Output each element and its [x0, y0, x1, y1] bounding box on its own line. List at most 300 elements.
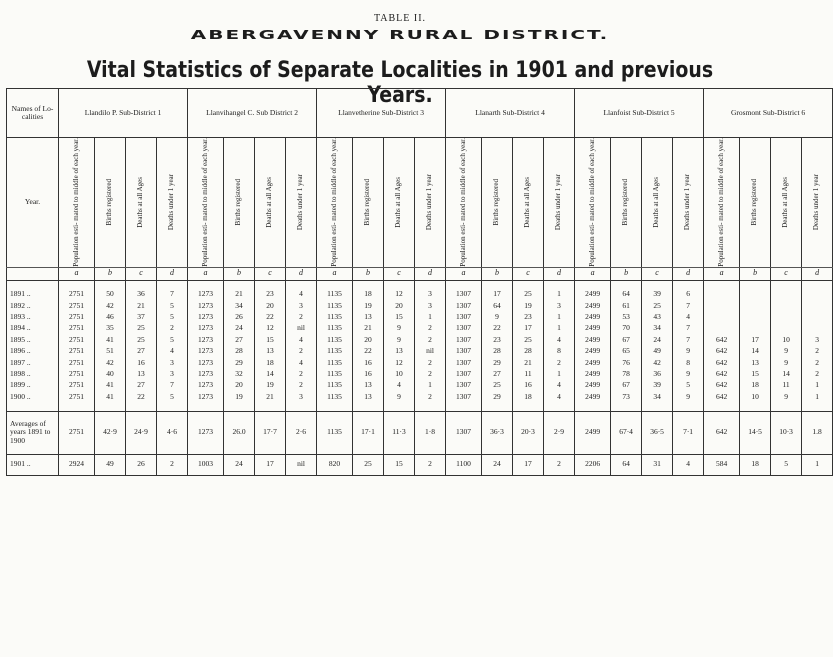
- data-cell: 27: [126, 380, 157, 391]
- district-header: Llanfoist Sub-District 5: [575, 89, 704, 138]
- data-cell: 13: [353, 380, 384, 391]
- data-cell: 18: [255, 357, 286, 368]
- data-cell: 1307: [446, 323, 482, 334]
- data-cell: [255, 280, 286, 289]
- column-header-text: Population esti- mated to middle of each year.: [200, 138, 209, 267]
- column-header: [771, 138, 802, 268]
- column-header-text: Births registered: [492, 179, 501, 226]
- column-letter: b: [224, 267, 255, 280]
- data-cell: [575, 280, 611, 289]
- data-cell: 28: [224, 346, 255, 357]
- column-header: [740, 138, 771, 268]
- data-cell: [802, 311, 833, 322]
- data-cell: 13: [255, 346, 286, 357]
- data-cell: 2751: [59, 391, 95, 402]
- data-cell: 4: [673, 311, 704, 322]
- column-header-text: Deaths at all Ages: [781, 176, 790, 228]
- data-cell: 2: [544, 357, 575, 368]
- data-cell: [642, 403, 673, 412]
- data-cell: 70: [611, 323, 642, 334]
- data-cell: 2924: [59, 454, 95, 475]
- data-cell: [740, 289, 771, 300]
- data-cell: 64: [482, 300, 513, 311]
- data-cell: 4: [286, 357, 317, 368]
- data-cell: 23: [513, 311, 544, 322]
- data-cell: 9: [384, 334, 415, 345]
- data-cell: 12: [384, 357, 415, 368]
- data-cell: 1273: [188, 334, 224, 345]
- column-header-text: Deaths at all Ages: [652, 176, 661, 228]
- data-cell: 1003: [188, 454, 224, 475]
- column-letter: c: [642, 267, 673, 280]
- data-cell: [740, 300, 771, 311]
- data-cell: 17: [740, 334, 771, 345]
- data-cell: 820: [317, 454, 353, 475]
- data-cell: 61: [611, 300, 642, 311]
- column-header: [446, 138, 482, 268]
- data-cell: 26: [126, 454, 157, 475]
- data-cell: 642: [704, 368, 740, 379]
- data-cell: 642: [704, 334, 740, 345]
- averages-row: [7, 411, 833, 454]
- district-header: Llanarth Sub-District 4: [446, 89, 575, 138]
- data-cell: 13: [384, 346, 415, 357]
- data-cell: 17: [513, 323, 544, 334]
- column-header-text: Deaths at all Ages: [394, 176, 403, 228]
- letter-blank: [7, 267, 59, 280]
- column-header-text: Deaths under 1 year: [554, 174, 563, 231]
- column-header: [415, 138, 446, 268]
- data-cell: 23: [255, 289, 286, 300]
- year-header: Year.: [7, 138, 59, 268]
- data-cell: 51: [95, 346, 126, 357]
- data-cell: 1: [415, 380, 446, 391]
- data-cell: 16: [126, 357, 157, 368]
- data-cell: 1135: [317, 300, 353, 311]
- data-cell: [771, 311, 802, 322]
- data-cell: 4: [544, 380, 575, 391]
- data-cell: 19: [224, 391, 255, 402]
- row-year: 1901 ..: [7, 454, 59, 475]
- data-cell: 67: [611, 334, 642, 345]
- data-cell: 3: [286, 391, 317, 402]
- data-cell: 4: [544, 391, 575, 402]
- data-cell: 2: [415, 357, 446, 368]
- data-cell: 25: [126, 334, 157, 345]
- column-letter: c: [126, 267, 157, 280]
- data-cell: 1135: [317, 357, 353, 368]
- data-cell: 36·5: [642, 411, 673, 454]
- data-cell: [415, 403, 446, 412]
- column-header-text: Births registered: [621, 179, 630, 226]
- data-cell: 19: [513, 300, 544, 311]
- data-cell: nil: [286, 323, 317, 334]
- data-cell: [126, 403, 157, 412]
- data-cell: 4: [544, 334, 575, 345]
- data-cell: 5: [157, 334, 188, 345]
- vital-statistics-table: [6, 88, 833, 476]
- data-cell: 4·6: [157, 411, 188, 454]
- data-cell: 29: [482, 391, 513, 402]
- data-cell: 25: [513, 289, 544, 300]
- data-cell: 36: [126, 289, 157, 300]
- data-cell: [802, 280, 833, 289]
- data-cell: [224, 280, 255, 289]
- data-cell: [611, 280, 642, 289]
- table-row: [7, 357, 833, 368]
- row-year: [7, 280, 59, 289]
- data-cell: 5: [157, 300, 188, 311]
- column-header-text: Deaths under 1 year: [167, 174, 176, 231]
- row-year: Averages of years 1891 to 1900: [7, 411, 59, 454]
- data-cell: 9: [673, 391, 704, 402]
- data-cell: 26.0: [224, 411, 255, 454]
- data-cell: 25: [126, 323, 157, 334]
- data-cell: 1135: [317, 368, 353, 379]
- data-cell: [802, 403, 833, 412]
- row-year: 1893 ..: [7, 311, 59, 322]
- data-cell: 27: [224, 334, 255, 345]
- data-cell: 1307: [446, 368, 482, 379]
- data-cell: 1307: [446, 311, 482, 322]
- data-cell: 2: [415, 368, 446, 379]
- data-cell: 20: [353, 334, 384, 345]
- data-cell: 2751: [59, 289, 95, 300]
- data-cell: [95, 280, 126, 289]
- column-header-text: Deaths under 1 year: [812, 174, 821, 231]
- data-cell: 15: [255, 334, 286, 345]
- data-cell: 20·3: [513, 411, 544, 454]
- data-cell: 1135: [317, 323, 353, 334]
- column-header: [255, 138, 286, 268]
- data-cell: 19: [255, 380, 286, 391]
- data-cell: [611, 403, 642, 412]
- column-letter: b: [482, 267, 513, 280]
- column-letter: b: [353, 267, 384, 280]
- data-cell: [255, 403, 286, 412]
- column-letter: c: [513, 267, 544, 280]
- row-year: 1897 ..: [7, 357, 59, 368]
- data-cell: 20: [384, 300, 415, 311]
- data-cell: 9: [771, 357, 802, 368]
- data-cell: 10: [740, 391, 771, 402]
- data-cell: 23: [482, 334, 513, 345]
- row-year: 1891 ..: [7, 289, 59, 300]
- data-cell: 49: [642, 346, 673, 357]
- data-cell: 28: [482, 346, 513, 357]
- data-cell: 37: [126, 311, 157, 322]
- data-cell: 4: [384, 380, 415, 391]
- data-cell: [126, 280, 157, 289]
- data-cell: 36: [642, 368, 673, 379]
- data-cell: [513, 280, 544, 289]
- data-cell: [771, 300, 802, 311]
- data-cell: 1: [544, 368, 575, 379]
- data-cell: 14: [255, 368, 286, 379]
- data-cell: 34: [642, 391, 673, 402]
- data-cell: 26: [224, 311, 255, 322]
- data-cell: 1307: [446, 289, 482, 300]
- data-cell: [544, 403, 575, 412]
- data-cell: [157, 280, 188, 289]
- row-year: 1899 ..: [7, 380, 59, 391]
- column-header: [95, 138, 126, 268]
- data-cell: 1307: [446, 300, 482, 311]
- column-header: [317, 138, 353, 268]
- table-body: [7, 280, 833, 475]
- data-cell: 25: [642, 300, 673, 311]
- data-cell: 7: [673, 323, 704, 334]
- data-cell: 2751: [59, 368, 95, 379]
- table-subtitle: Vital Statistics of Separate Localities in 1901 and previous Years.: [86, 58, 714, 108]
- data-cell: 15: [384, 311, 415, 322]
- column-header-text: Births registered: [105, 179, 114, 226]
- data-cell: 25: [482, 380, 513, 391]
- data-cell: 9: [384, 323, 415, 334]
- data-cell: 642: [704, 346, 740, 357]
- data-cell: 76: [611, 357, 642, 368]
- data-cell: [802, 289, 833, 300]
- data-cell: [740, 403, 771, 412]
- data-cell: 13: [353, 391, 384, 402]
- district-header: Llanvetherine Sub-District 3: [317, 89, 446, 138]
- data-cell: 7: [673, 300, 704, 311]
- column-header: [575, 138, 611, 268]
- column-header-text: Births registered: [363, 179, 372, 226]
- column-letter: a: [446, 267, 482, 280]
- data-cell: 1135: [317, 380, 353, 391]
- data-cell: 1307: [446, 411, 482, 454]
- data-cell: 2: [157, 454, 188, 475]
- data-cell: 2: [544, 454, 575, 475]
- data-cell: 35: [95, 323, 126, 334]
- data-cell: [802, 323, 833, 334]
- data-cell: 14: [771, 368, 802, 379]
- data-cell: 9: [482, 311, 513, 322]
- table-row: [7, 380, 833, 391]
- data-cell: 2751: [59, 334, 95, 345]
- spacer-row: [7, 280, 833, 289]
- table-row: [7, 311, 833, 322]
- data-cell: 2: [286, 311, 317, 322]
- data-cell: 1135: [317, 334, 353, 345]
- data-cell: [673, 280, 704, 289]
- data-cell: 1: [544, 323, 575, 334]
- data-cell: [59, 403, 95, 412]
- data-cell: 9: [673, 346, 704, 357]
- data-cell: 1307: [446, 380, 482, 391]
- data-cell: [446, 403, 482, 412]
- column-header-text: Deaths at all Ages: [265, 176, 274, 228]
- data-cell: 13: [353, 311, 384, 322]
- data-cell: 50: [95, 289, 126, 300]
- data-cell: [157, 403, 188, 412]
- data-cell: [704, 403, 740, 412]
- row-year: [7, 403, 59, 412]
- district-header: Llanvihangel C. Sub District 2: [188, 89, 317, 138]
- data-cell: [482, 280, 513, 289]
- data-cell: [704, 300, 740, 311]
- data-cell: 2: [415, 454, 446, 475]
- data-cell: [353, 280, 384, 289]
- data-cell: 3: [157, 357, 188, 368]
- column-header-text: Population esti- mated to middle of each year.: [329, 138, 338, 267]
- data-cell: 1307: [446, 346, 482, 357]
- data-cell: 21: [353, 323, 384, 334]
- data-cell: 10·3: [771, 411, 802, 454]
- table-row: [7, 368, 833, 379]
- data-cell: 3: [286, 300, 317, 311]
- data-cell: 584: [704, 454, 740, 475]
- data-cell: 2499: [575, 289, 611, 300]
- column-header-text: Deaths under 1 year: [425, 174, 434, 231]
- data-cell: 24: [224, 454, 255, 475]
- data-cell: [286, 280, 317, 289]
- data-cell: 17·7: [255, 411, 286, 454]
- data-cell: 1273: [188, 323, 224, 334]
- data-cell: 18: [353, 289, 384, 300]
- column-header: [482, 138, 513, 268]
- data-cell: [482, 403, 513, 412]
- column-letter: a: [575, 267, 611, 280]
- year-1901-row: [7, 454, 833, 475]
- table-row: [7, 334, 833, 345]
- data-cell: 17·1: [353, 411, 384, 454]
- column-letter: b: [95, 267, 126, 280]
- column-letter: b: [611, 267, 642, 280]
- data-cell: nil: [415, 346, 446, 357]
- spacer-row: [7, 403, 833, 412]
- data-cell: 9: [384, 391, 415, 402]
- data-cell: [544, 280, 575, 289]
- data-cell: 2751: [59, 411, 95, 454]
- data-cell: [704, 311, 740, 322]
- data-cell: 1273: [188, 411, 224, 454]
- data-cell: 1100: [446, 454, 482, 475]
- data-cell: 16: [353, 357, 384, 368]
- district-header: Grosmont Sub-District 6: [704, 89, 833, 138]
- data-cell: 53: [611, 311, 642, 322]
- data-cell: 14: [740, 346, 771, 357]
- district-header: Llandilo P. Sub-District 1: [59, 89, 188, 138]
- column-letter: a: [188, 267, 224, 280]
- data-cell: [286, 403, 317, 412]
- table-row: [7, 289, 833, 300]
- data-cell: 1307: [446, 357, 482, 368]
- names-of-localities-header: Names of Lo- calities: [7, 89, 59, 138]
- row-year: 1896 ..: [7, 346, 59, 357]
- data-cell: 39: [642, 380, 673, 391]
- column-header: [611, 138, 642, 268]
- column-header: [673, 138, 704, 268]
- data-cell: 27: [126, 346, 157, 357]
- data-cell: [704, 323, 740, 334]
- data-cell: 64: [611, 289, 642, 300]
- data-cell: 2: [802, 368, 833, 379]
- column-header-text: Deaths at all Ages: [523, 176, 532, 228]
- data-cell: 42: [95, 357, 126, 368]
- data-cell: 21: [126, 300, 157, 311]
- data-cell: 21: [224, 289, 255, 300]
- data-cell: 15: [384, 454, 415, 475]
- data-cell: [704, 289, 740, 300]
- data-cell: 34: [224, 300, 255, 311]
- data-cell: [446, 280, 482, 289]
- data-cell: [740, 280, 771, 289]
- data-cell: [384, 280, 415, 289]
- data-cell: [771, 289, 802, 300]
- data-cell: 2499: [575, 380, 611, 391]
- data-cell: 31: [642, 454, 673, 475]
- data-cell: 1: [802, 380, 833, 391]
- data-cell: 7: [157, 289, 188, 300]
- data-cell: 42: [95, 300, 126, 311]
- data-cell: 1273: [188, 357, 224, 368]
- column-letter: b: [740, 267, 771, 280]
- table-row: [7, 346, 833, 357]
- data-cell: 642: [704, 380, 740, 391]
- data-cell: 11: [771, 380, 802, 391]
- data-cell: 2499: [575, 411, 611, 454]
- data-cell: 1: [802, 454, 833, 475]
- data-cell: 1135: [317, 346, 353, 357]
- column-header: [126, 138, 157, 268]
- data-cell: 2751: [59, 380, 95, 391]
- data-cell: 12: [384, 289, 415, 300]
- data-cell: [317, 403, 353, 412]
- column-header-text: Population esti- mated to middle of each year.: [458, 138, 467, 267]
- data-cell: [704, 280, 740, 289]
- data-cell: 1.8: [802, 411, 833, 454]
- data-cell: 2499: [575, 311, 611, 322]
- data-cell: 2499: [575, 323, 611, 334]
- data-cell: 642: [704, 411, 740, 454]
- data-cell: 1273: [188, 368, 224, 379]
- data-cell: 7·1: [673, 411, 704, 454]
- data-cell: [59, 280, 95, 289]
- column-header-text: Births registered: [234, 179, 243, 226]
- column-letter: d: [802, 267, 833, 280]
- column-letter: d: [286, 267, 317, 280]
- data-cell: 2751: [59, 300, 95, 311]
- data-cell: 19: [353, 300, 384, 311]
- data-cell: [384, 403, 415, 412]
- data-cell: 46: [95, 311, 126, 322]
- data-cell: 2499: [575, 346, 611, 357]
- data-cell: 1273: [188, 311, 224, 322]
- data-cell: 7: [673, 334, 704, 345]
- data-cell: nil: [286, 454, 317, 475]
- data-cell: 24: [642, 334, 673, 345]
- data-cell: 67·4: [611, 411, 642, 454]
- data-cell: [802, 300, 833, 311]
- data-cell: [642, 280, 673, 289]
- data-cell: 1273: [188, 346, 224, 357]
- data-cell: 2: [802, 357, 833, 368]
- table-row: [7, 300, 833, 311]
- data-cell: 25: [353, 454, 384, 475]
- data-cell: 9: [771, 391, 802, 402]
- data-cell: 13: [126, 368, 157, 379]
- data-cell: 18: [513, 391, 544, 402]
- data-cell: 2206: [575, 454, 611, 475]
- data-cell: 65: [611, 346, 642, 357]
- column-header: [188, 138, 224, 268]
- data-cell: 6: [673, 289, 704, 300]
- data-cell: [740, 323, 771, 334]
- column-header-text: Deaths at all Ages: [136, 176, 145, 228]
- column-letter: a: [317, 267, 353, 280]
